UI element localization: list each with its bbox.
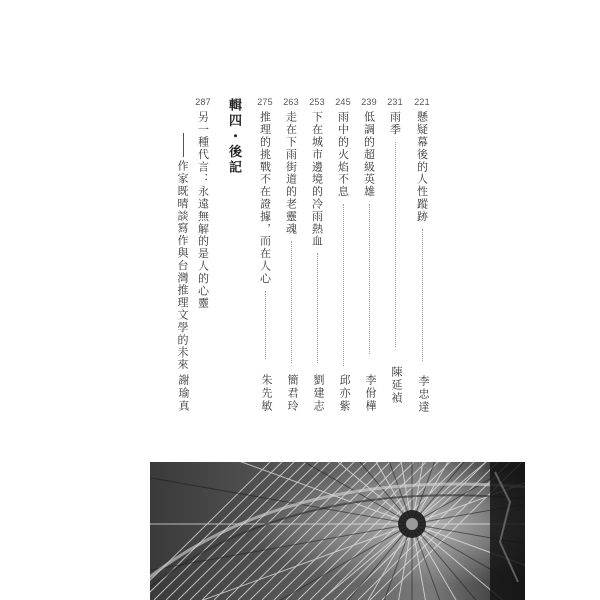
bicycle-wheel-photo <box>150 462 525 600</box>
page-number: 275 <box>257 97 273 107</box>
entry-author: 李忠達 <box>417 375 430 414</box>
leader-dots <box>369 204 370 354</box>
leader-dots <box>343 204 344 366</box>
toc-entry <box>281 96 301 363</box>
page-number: 263 <box>283 97 299 107</box>
leader-dots <box>317 253 318 363</box>
entry-title: 低調的超級英雄 <box>362 111 376 198</box>
entry-author: 謝瑜真 <box>177 374 190 413</box>
entry-title: 懸疑幕後的人性蹤跡 <box>415 111 429 223</box>
entry-title: 雨季 <box>388 111 402 136</box>
leader-dots <box>395 142 396 347</box>
leader-dots <box>265 291 266 359</box>
entry-title: 推理的挑戰不在證據，而在人心 <box>258 111 272 285</box>
entry-author: 朱先敏 <box>260 374 273 413</box>
afterword-entry <box>193 96 213 309</box>
toc-entry <box>307 96 327 363</box>
entry-subtitle: 作家既晴談寫作與台灣推理文學的未來 <box>176 160 189 371</box>
toc-entry <box>412 96 432 361</box>
entry-author: 劉建志 <box>312 374 325 413</box>
entry-title: 下在城市邊境的冷雨熱血 <box>310 111 324 248</box>
leader-dots <box>182 348 183 362</box>
toc-entry <box>385 96 405 347</box>
page-number: 231 <box>387 97 403 107</box>
page-number: 287 <box>195 97 211 107</box>
section-heading: 輯四・後記 <box>226 98 241 176</box>
entry-author: 邱亦紫 <box>338 374 351 413</box>
leader-dots <box>422 229 423 361</box>
entry-author: 李佾樺 <box>364 374 377 413</box>
leader-dots <box>291 241 292 363</box>
em-dash <box>183 133 184 157</box>
page-number: 245 <box>335 97 351 107</box>
page-number: 221 <box>414 97 430 107</box>
bicycle-wheel-image <box>150 462 525 600</box>
toc-entry <box>333 96 353 366</box>
entry-title: 另一種代言：永遠無解的是人的心靈 <box>196 111 210 310</box>
toc-entry <box>255 96 275 359</box>
entry-author: 簡君玲 <box>286 374 299 413</box>
entry-title: 走在下雨街道的老靈魂 <box>284 111 298 235</box>
entry-author: 陳延禎 <box>390 366 403 405</box>
page-number: 253 <box>309 97 325 107</box>
toc-entry <box>359 96 379 354</box>
entry-title: 雨中的火焰不息 <box>336 111 350 198</box>
page-number: 239 <box>361 97 377 107</box>
